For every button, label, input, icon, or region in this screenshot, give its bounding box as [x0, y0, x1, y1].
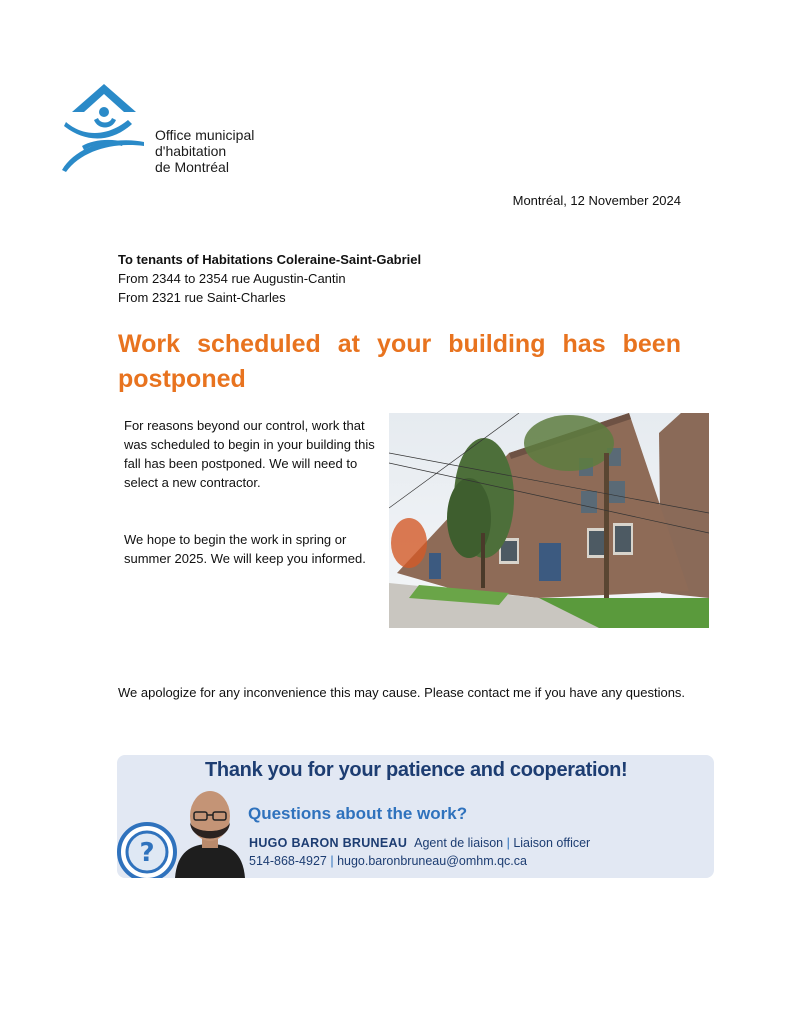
contact-name: HUGO BARON BRUNEAU — [249, 836, 408, 850]
question-mark-icon — [117, 818, 181, 878]
phone-separator: | — [330, 854, 334, 868]
closing-paragraph: We apologize for any inconvenience this may cause. Please contact me if you have any questions. — [118, 685, 686, 700]
contact-phone[interactable]: 514-868-4927 — [249, 854, 327, 868]
contact-email[interactable]: hugo.baronbruneau@omhm.qc.ca — [337, 854, 527, 868]
logo-text-line1: Office municipal — [155, 127, 255, 143]
address-line-1: From 2344 to 2354 rue Augustin-Cantin — [118, 271, 346, 286]
headline: Work scheduled at your building has been postponed — [118, 330, 681, 393]
address-line-2: From 2321 rue Saint-Charles — [118, 290, 286, 305]
paragraph-1: For reasons beyond our control, work that was scheduled to begin in your building this fall has been postponed. We will need to select a new contractor. — [124, 418, 375, 490]
svg-text:?: ? — [139, 838, 155, 868]
letter-date: Montréal, 12 November 2024 — [512, 193, 681, 208]
contact-banner — [117, 755, 714, 878]
logo-text-line2: d'habitation — [155, 143, 227, 159]
contact-portrait — [175, 782, 245, 878]
role-separator: | — [506, 836, 510, 850]
omhm-logo — [58, 80, 268, 180]
contact-details — [249, 834, 590, 870]
logo-text-line3: de Montréal — [155, 159, 229, 175]
omhm-house-figure-logo-icon — [58, 80, 153, 175]
building-photo — [389, 413, 709, 628]
contact-role-en: Liaison officer — [513, 836, 591, 850]
banner-question: Questions about the work? — [248, 804, 468, 823]
contact-role-fr: Agent de liaison — [414, 836, 504, 850]
banner-title: Thank you for your patience and cooperation! — [205, 759, 628, 781]
address-block — [118, 250, 421, 307]
paragraph-2: We hope to begin the work in spring or summer 2025. We will keep you informed. — [124, 532, 366, 566]
recipient-line: To tenants of Habitations Coleraine-Saint-Gabriel — [118, 252, 422, 267]
